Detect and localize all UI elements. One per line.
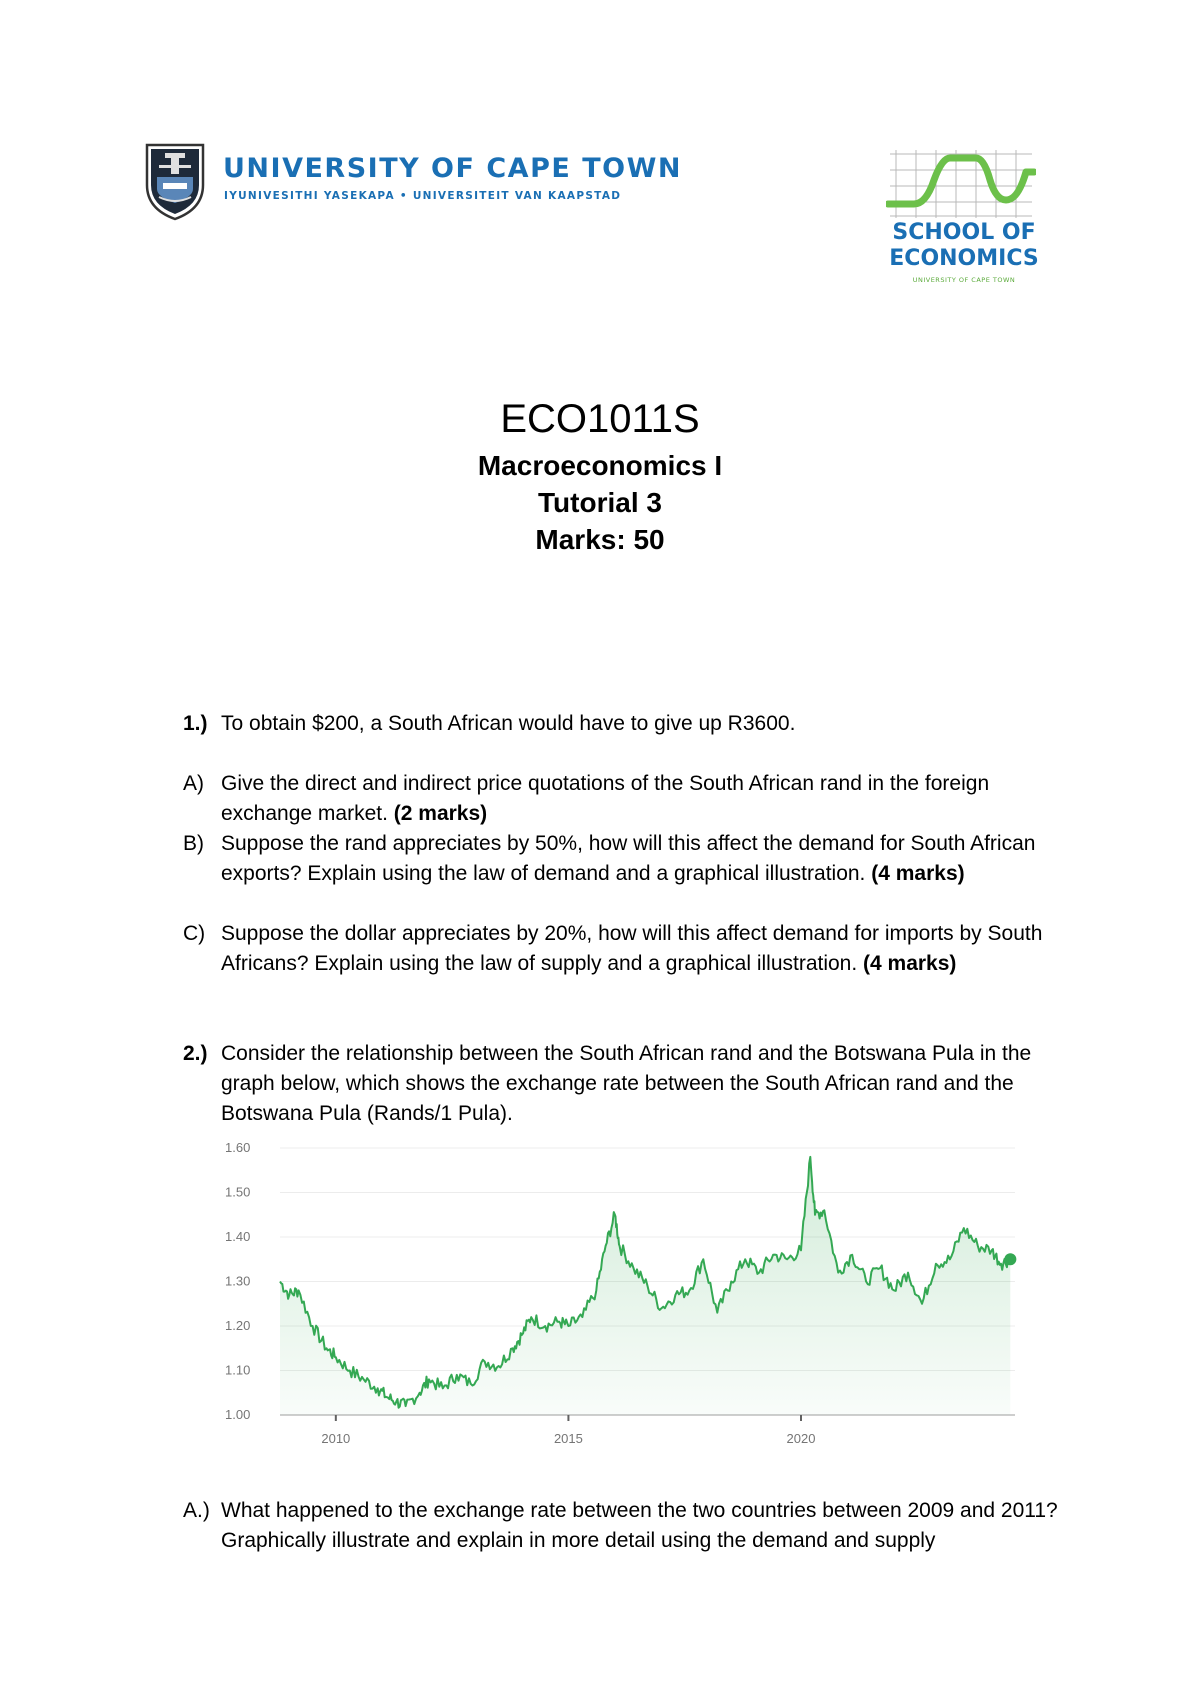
total-marks: Marks: 50 bbox=[535, 524, 665, 555]
course-code: ECO1011S bbox=[500, 397, 700, 441]
school-line2: ECONOMICS bbox=[889, 246, 1039, 271]
y-tick-label: 1.30 bbox=[225, 1273, 251, 1289]
part-body: Suppose the rand appreciates by 50%, how will this affect the demand for South African exports? Explain using the law of demand and a graphical illustration. bbox=[221, 832, 1036, 885]
x-tick-label: 2015 bbox=[553, 1431, 583, 1446]
part-text bbox=[221, 829, 1071, 889]
part-marks: (4 marks) bbox=[871, 862, 965, 885]
y-tick-label: 1.20 bbox=[225, 1318, 251, 1333]
y-tick-label: 1.00 bbox=[225, 1407, 251, 1422]
school-of-economics-logo bbox=[880, 150, 1050, 290]
part-body: Give the direct and indirect price quotations of the South African rand in the foreign exchange market. bbox=[221, 772, 990, 825]
y-tick-label: 1.60 bbox=[225, 1140, 251, 1155]
question-label: 1.) bbox=[183, 712, 208, 735]
part-marks: (4 marks) bbox=[863, 952, 957, 975]
university-subtitle: IYUNIVESITHI YASEKAPA • UNIVERSITEIT VAN KAAPSTAD bbox=[224, 190, 622, 202]
part-marks: (2 marks) bbox=[393, 802, 488, 825]
question-text: To obtain $200, a South African would have to give up R3600. bbox=[221, 712, 796, 735]
tutorial-number: Tutorial 3 bbox=[538, 487, 662, 518]
x-tick-label: 2020 bbox=[786, 1431, 816, 1446]
part-label: C) bbox=[183, 922, 206, 945]
grid-graph-icon bbox=[886, 150, 1036, 218]
part-label: B) bbox=[183, 832, 204, 855]
part-text: What happened to the exchange rate between the two countries between 2009 and 2011? Graphically illustrate and explain in more detail using the demand and supply bbox=[221, 1499, 1058, 1552]
y-tick-label: 1.10 bbox=[225, 1362, 251, 1378]
last-value-marker bbox=[1004, 1253, 1016, 1265]
part-text bbox=[221, 769, 1071, 829]
question-label: 2.) bbox=[183, 1042, 208, 1065]
school-line3: UNIVERSITY OF CAPE TOWN bbox=[912, 276, 1016, 284]
course-name: Macroeconomics I bbox=[477, 450, 723, 481]
part-label: A.) bbox=[183, 1499, 210, 1522]
uct-logo bbox=[145, 143, 682, 223]
uct-crest-icon bbox=[145, 143, 205, 221]
exchange-rate-chart bbox=[225, 1130, 1035, 1460]
question-text: Consider the relationship between the South African rand and the Botswana Pula in the graph below, which shows the exchange rate between the South African rand and the Botswana Pula (Rands/1 Pula). bbox=[221, 1042, 1032, 1125]
part-text bbox=[221, 919, 1071, 979]
school-line1: SCHOOL OF bbox=[892, 220, 1036, 245]
x-tick-label: 2010 bbox=[321, 1431, 351, 1446]
part-body: Suppose the dollar appreciates by 20%, how will this affect demand for imports by South Africans? Explain using the law of supply and a graphical illustration. bbox=[221, 922, 1043, 975]
part-label: A) bbox=[183, 772, 204, 795]
y-tick-label: 1.50 bbox=[225, 1184, 251, 1200]
y-tick-label: 1.40 bbox=[225, 1229, 251, 1244]
university-name: UNIVERSITY OF CAPE TOWN bbox=[223, 153, 682, 184]
